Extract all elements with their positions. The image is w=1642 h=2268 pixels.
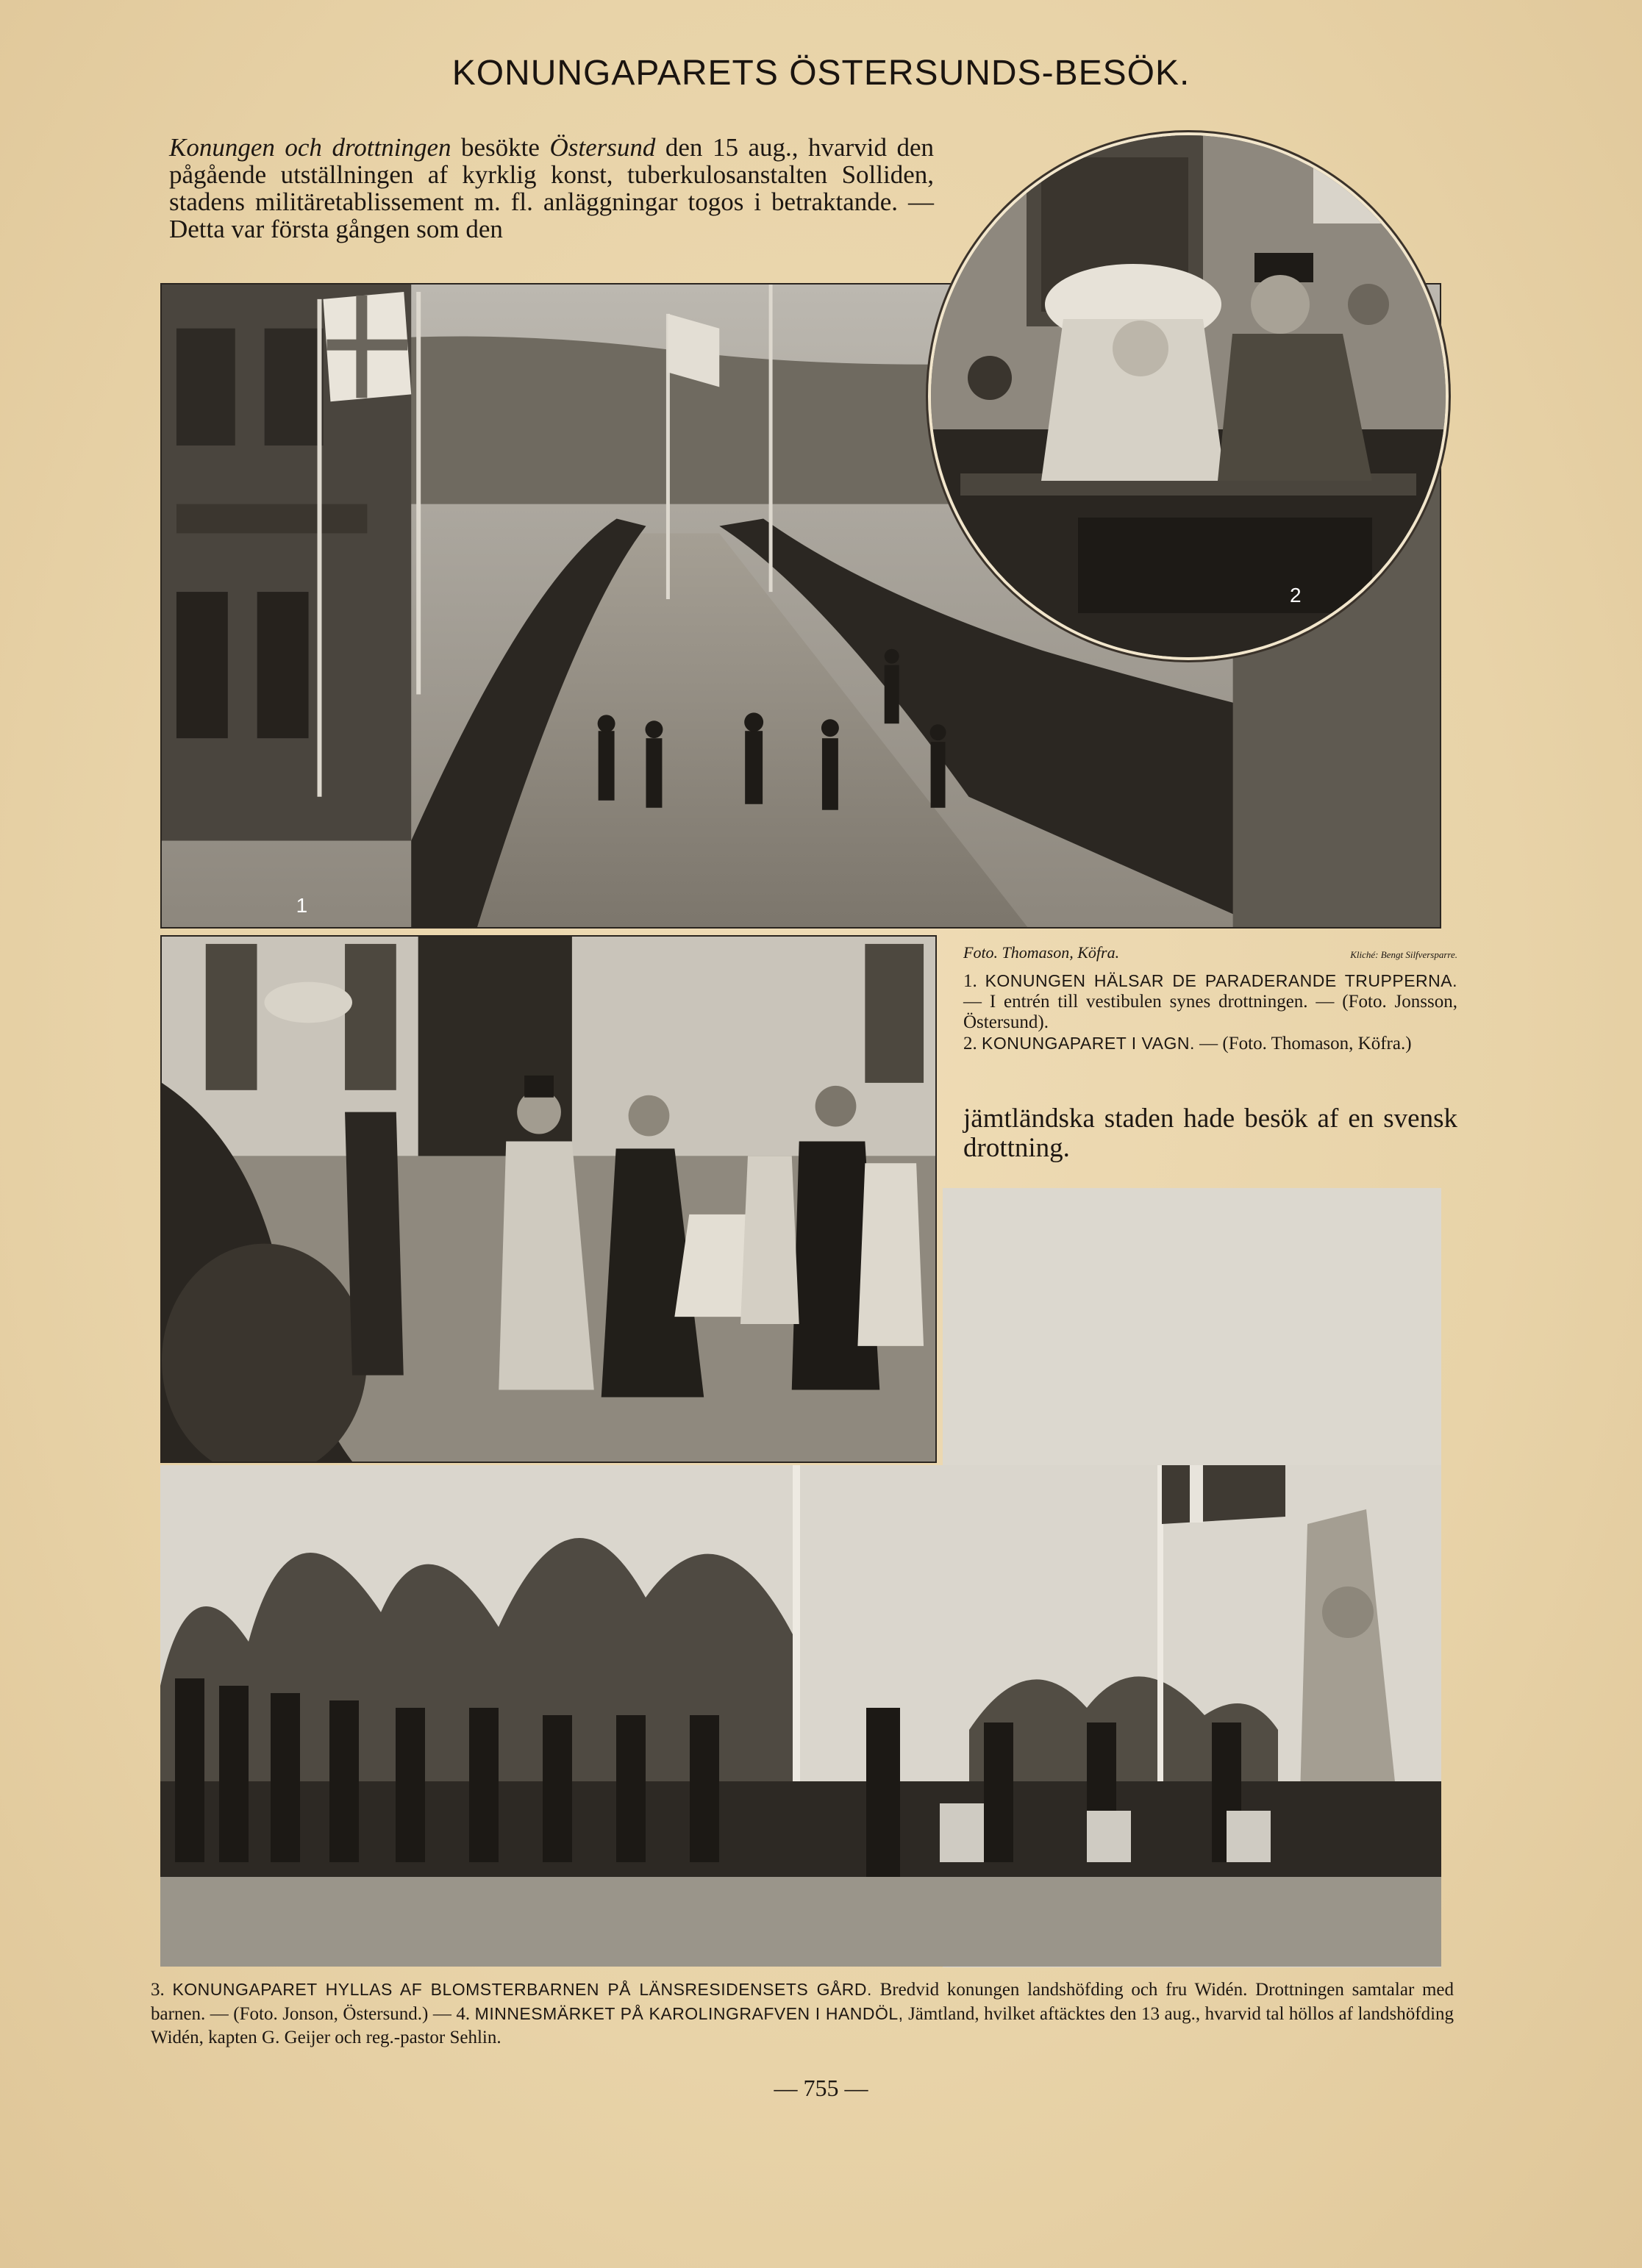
photo-3-image: [162, 937, 935, 1462]
caption-1: [963, 970, 1457, 1033]
caption-3-text: Bredvid konungen landshöfding och fru Widén. Drottningen samtalar med barnen. — (Foto. Jonson, Östersund.) —: [151, 1980, 1454, 2024]
page-number: — 755 —: [774, 2075, 868, 2101]
caption-1-heading: KONUNGEN HÄLSAR DE PARADERANDE TRUPPERNA.: [985, 971, 1458, 990]
caption-2-number: 2.: [963, 1034, 977, 1053]
photo-3-courtyard: [160, 935, 937, 1463]
intro-paragraph: [169, 134, 934, 243]
caption-3-heading: KONUNGAPARET HYLLAS AF BLOMSTERBARNEN PÅ LÄNSRESIDENSETS GÅRD.: [172, 1980, 872, 1999]
photo-1-number-label: 1: [296, 894, 308, 917]
photo-2-carriage: [928, 132, 1449, 660]
photo-4-lower-image: [160, 1465, 1441, 1967]
caption-2-heading: KONUNGAPARET I VAGN.: [982, 1034, 1195, 1053]
caption-photos-3-4: [151, 1978, 1454, 2050]
photo-credit: Foto. Thomason, Köfra.: [963, 943, 1120, 962]
photo-4-lower: [160, 1465, 1441, 1967]
caption-1-text: — I entrén till vestibulen synes drottningen. — (Foto. Jonsson, Östersund).: [963, 992, 1457, 1032]
intro-text-1: besökte: [451, 133, 550, 162]
caption-1-number: 1.: [963, 971, 977, 991]
caption-photos-1-2: [963, 970, 1457, 1054]
engraving-credit: Kliché: Bengt Silfversparre.: [1350, 949, 1457, 960]
intro-text-2: den 15 aug., hvarvid den pågående utställningen af kyrklig konst, tuberkulosanstalten Solliden, stadens militäretablissement m. fl. anläggningar togos i betraktande. — Detta var första gången som den: [169, 133, 934, 243]
photo-2-number-label: 2: [1290, 584, 1302, 607]
intro-italic-lead: Konungen och drottningen: [169, 133, 451, 162]
caption-3-number: 3.: [151, 1980, 165, 2000]
caption-4-text: Jämtland, hvilket aftäcktes den 13 aug., hvarvid tal höllos af landshöfding Widén, kapten G. Geijer och reg.-pastor Sehlin.: [151, 2004, 1454, 2047]
photo-credit-line: [963, 943, 1457, 962]
intro-continuation: jämtländska staden hade besök af en svensk drottning.: [963, 1103, 1457, 1163]
page-title: KONUNGAPARETS ÖSTERSUNDS-BESÖK.: [451, 54, 1191, 93]
intro-italic-place: Östersund: [549, 133, 656, 162]
caption-4-number: 4.: [456, 2004, 471, 2024]
caption-2: [963, 1033, 1457, 1054]
photo-2-image: [931, 135, 1446, 657]
caption-4-heading: MINNESMÄRKET PÅ KAROLINGRAFVEN I HANDÖL,: [474, 2004, 904, 2023]
caption-2-text: — (Foto. Thomason, Köfra.): [1194, 1034, 1412, 1053]
